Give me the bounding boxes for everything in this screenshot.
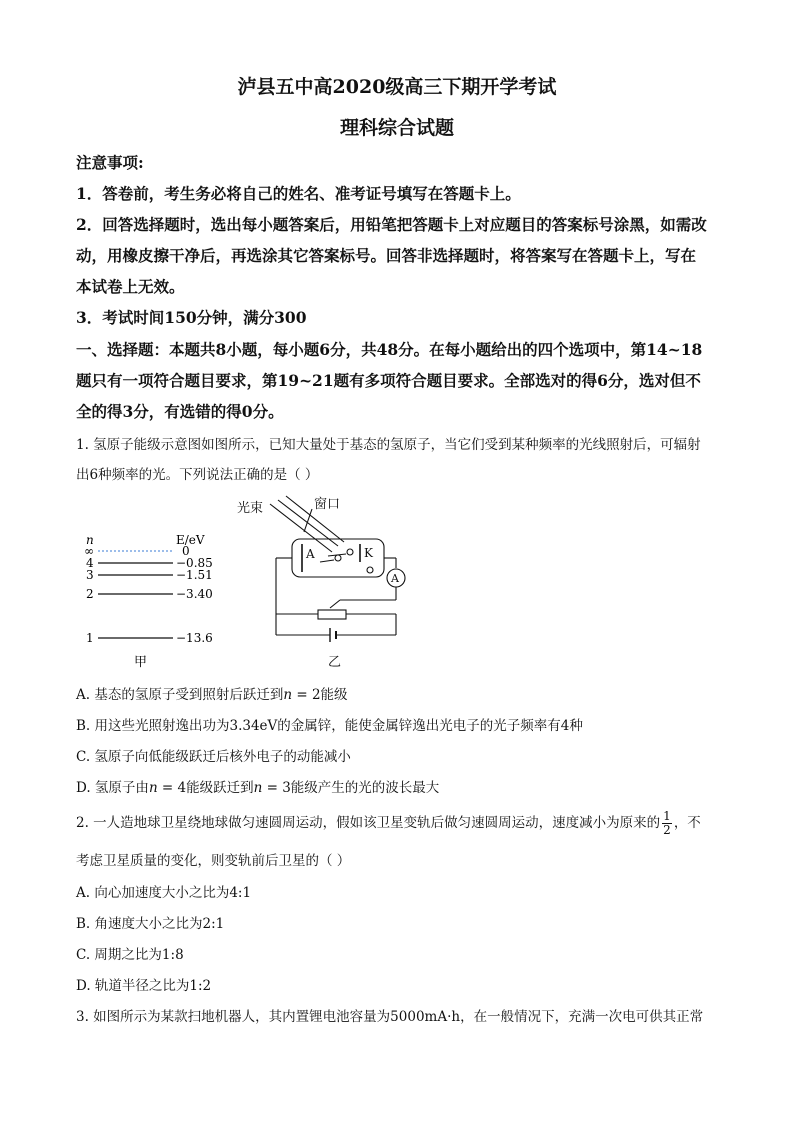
q1-option-d-var-2: n (253, 780, 263, 796)
q1-option-d-mid: = 4能级跃迁到 (157, 780, 254, 796)
q2-fraction (662, 810, 672, 837)
section-1-line-2: 题只有一项符合题目要求，第19~21题有多项符合题目要求。全部选对的得6分，选对但不 (76, 371, 701, 390)
q2-option-b[interactable]: B. 角速度大小之比为2:1 (76, 916, 225, 932)
q1-option-a[interactable] (76, 683, 726, 703)
level-n-4: 4 (86, 556, 94, 570)
q2-stem-pre: 2. 一人造地球卫星绕地球做匀速圆周运动，假如该卫星变轨后做匀速圆周运动，速度减小为原来的 (76, 815, 661, 831)
q1-option-d[interactable] (76, 776, 726, 796)
notice-item-3: 3．考试时间150分钟，满分300 (76, 308, 307, 327)
notice-item-1: 1．答卷前，考生务必将自己的姓名、准考证号填写在答题卡上。 (76, 184, 521, 203)
level-n-2: 2 (86, 587, 94, 601)
energy-level-diagram (84, 533, 213, 670)
q2-stem-post: ，不 (673, 815, 701, 831)
electron-3 (367, 567, 373, 573)
q1-option-b[interactable]: B. 用这些光照射逸出功为3.34eV的金属锌，能使金属锌逸出光电子的光子频率有4种 (76, 718, 583, 734)
level-e-inf: 0 (182, 544, 190, 558)
level-e-1: −13.6 (176, 631, 213, 645)
notice-item-2-line-3: 本试卷上无效。 (76, 277, 185, 296)
q1-option-c[interactable]: C. 氢原子向低能级跃迁后核外电子的动能减小 (76, 749, 351, 765)
level-e-3: −1.51 (176, 568, 213, 582)
q1-option-a-var: n (283, 687, 293, 703)
q2-option-d[interactable]: D. 轨道半径之比为1:2 (76, 978, 212, 994)
q2-stem-line-1 (76, 810, 726, 837)
energy-axis-label: E/eV (176, 533, 205, 547)
rheostat (318, 610, 346, 619)
q1-option-a-pre: A. 基态的氢原子受到照射后跃迁到 (76, 687, 284, 703)
anode-label: A (306, 547, 315, 561)
window-label: 窗口 (314, 497, 341, 512)
cathode-label: K (364, 546, 373, 560)
figure-caption-jia: 甲 (134, 655, 148, 670)
q2-option-c[interactable]: C. 周期之比为1:8 (76, 947, 184, 963)
ammeter-label: A (391, 572, 399, 585)
level-n-inf: ∞ (84, 544, 94, 558)
q2-fraction-numerator: 1 (663, 809, 671, 823)
section-1-line-3: 全的得3分，有选错的得0分。 (76, 402, 284, 421)
exam-subtitle: 理科综合试题 (339, 117, 454, 139)
slider-contact (330, 600, 340, 608)
q1-stem-line-2: 出6种频率的光。下列说法正确的是（ ） (76, 467, 319, 483)
q1-option-d-post: = 3能级产生的光的波长最大 (262, 780, 440, 796)
level-n-1: 1 (86, 631, 94, 645)
n-axis-label: n (86, 533, 94, 547)
level-e-2: −3.40 (176, 587, 213, 601)
q1-stem-line-1: 1. 氢原子能级示意图如图所示，已知大量处于基态的氢原子，当它们受到某种频率的光线照射后，可辐射 (76, 437, 701, 453)
figure-caption-yi: 乙 (328, 655, 342, 670)
q3-stem-line-1: 3. 如图所示为某款扫地机器人，其内置锂电池容量为5000mA·h，在一般情况下，充满一次电可供其正常 (76, 1009, 704, 1025)
q2-option-a[interactable]: A. 向心加速度大小之比为4:1 (76, 885, 252, 901)
q1-option-a-post: = 2能级 (292, 687, 348, 703)
section-1-line-1: 一、选择题：本题共8小题，每小题6分，共48分。在每小题给出的四个选项中，第14~18 (76, 340, 703, 359)
level-n-3: 3 (86, 568, 94, 582)
notice-heading: 注意事项: (76, 153, 144, 172)
notice-item-2-line-1: 2．回答选择题时，选出每小题答案后，用铅笔把答题卡上对应题目的答案标号涂黑，如需改 (76, 215, 707, 234)
electron-1 (347, 549, 353, 555)
q2-stem-line-2: 考虑卫星质量的变化，则变轨前后卫星的（ ） (76, 853, 351, 869)
q2-fraction-denominator: 2 (663, 823, 671, 837)
electron-arrow-2 (320, 560, 334, 562)
level-e-4: −0.85 (176, 556, 213, 570)
q1-figure (80, 492, 420, 672)
exam-title: 泸县五中高2020级高三下期开学考试 (237, 76, 557, 98)
notice-item-2-line-2: 动，用橡皮擦干净后，再选涂其它答案标号。回答非选择题时，将答案写在答题卡上，写在 (76, 246, 697, 265)
light-beam-label: 光束 (237, 501, 264, 516)
q1-option-d-var-1: n (148, 780, 158, 796)
photoelectric-circuit (237, 496, 405, 670)
q1-option-d-pre: D. 氢原子由 (76, 780, 149, 796)
electron-2 (335, 555, 341, 561)
